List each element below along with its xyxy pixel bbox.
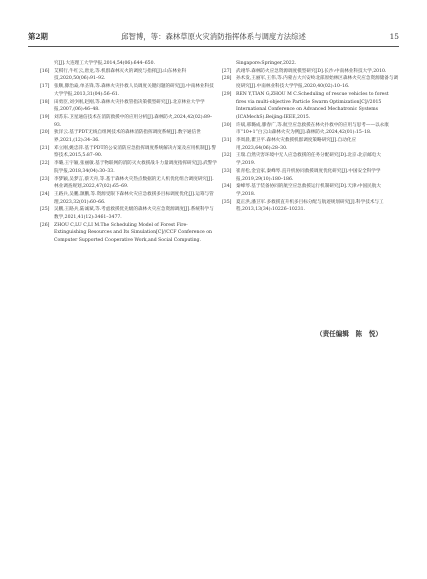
reference-number: [32] xyxy=(222,153,232,159)
reference-item xyxy=(222,122,400,137)
reference-item xyxy=(40,83,218,98)
reference-number: [30] xyxy=(222,122,232,128)
reference-text: 武翊华.森林防火应急资源调度模型研究[D].长沙:中南林业科技大学,2010. xyxy=(236,68,387,74)
reference-text: 秦峰琴.基于装备协同的航空应急救援运行机制研究[D].天津:中国民航大学,2018. xyxy=(236,184,381,197)
reference-text: 邓立刚,姚忠萍.基于PDT的公安消防应急指挥调度系统解决方案及应用机制[J].警察技术,2015,5:87–90. xyxy=(54,145,217,159)
issue-number: 第2期 xyxy=(28,32,48,41)
page-header xyxy=(28,30,399,44)
reference-number: [26] xyxy=(40,222,50,228)
reference-text: 孙术发,王丽军,王伟,等.内蒙古大兴安岭北部原始林区森林火灾应急资源储备与调度研究[J].中南林业科技大学学报,2020,40(02):10–16. xyxy=(236,76,399,90)
reference-item xyxy=(40,68,218,83)
reference-number: [24] xyxy=(40,191,50,197)
reference-number: [23] xyxy=(40,176,50,182)
reference-item xyxy=(40,60,218,68)
reference-number: [25] xyxy=(40,207,50,213)
reference-number: [34] xyxy=(222,184,232,190)
reference-text: 王瑞.自然灾害环境中无人应急救援的任务分配研究[D].北京:北京邮电大学,2019. xyxy=(236,153,381,167)
reference-item xyxy=(222,137,400,152)
reference-text: 张顺,滕治焱,单圣锋,等.森林火灾扑救人员调度关键问题的研究[J].中南林业科技大学学报,2013,31(04):56–61. xyxy=(54,84,214,97)
reference-text: 王路兵,吴鹏,颉鹏,等.资源受限下森林火灾应急救援多目标调度优化[J].运筹与管理,2023,32(01):60–66. xyxy=(54,191,214,205)
reference-text: 狄洋云.基于PDT无线自组网技术的森林消防指挥调度系统[J].数字通信世界,2021,(12):34–36. xyxy=(54,130,201,144)
reference-text: 究[J].大连理工大学学报,2014,54(06):644–650. xyxy=(54,61,155,66)
reference-text: Singapore:Springer,2022. xyxy=(236,61,297,66)
reference-item xyxy=(40,176,218,191)
reference-number: [29] xyxy=(222,91,232,97)
reference-text: 田勇臣,刘少刚,赵刚,等.森林火灾扑救管指决策模型研究[J].北京林业大学学报,2007,(06):46–48. xyxy=(54,99,205,113)
references-right-column xyxy=(222,60,400,214)
reference-number: [21] xyxy=(40,145,50,151)
reference-item xyxy=(222,152,400,167)
reference-number: [27] xyxy=(222,68,232,74)
reference-item xyxy=(40,160,218,175)
reference-item xyxy=(222,68,400,76)
reference-text: 李梦颖,吴梦言,蔡天舟,等.基于森林火灾热点数据的无人机优化组合调度研究[J].林业调查规划,2022,47(02):65–69. xyxy=(54,176,214,190)
reference-text: 李璐,王宇颖,张丽敏.基于物联网的消防灭火救援战斗力量调度指挥研究[J].武警学院学报,2018,34(04):30–33. xyxy=(54,161,217,174)
reference-item xyxy=(40,222,218,245)
reference-number: [35] xyxy=(222,199,232,205)
reference-number: [19] xyxy=(40,114,50,120)
reference-item xyxy=(222,199,400,214)
reference-item xyxy=(40,99,218,114)
reference-number: [33] xyxy=(222,168,232,174)
reference-number: [31] xyxy=(222,138,232,144)
reference-number: [17] xyxy=(40,84,50,90)
page-number: 15 xyxy=(389,32,399,41)
reference-item xyxy=(222,75,400,90)
reference-item xyxy=(222,168,400,183)
reference-item xyxy=(40,191,218,206)
reference-text: REN Y,TIAN G,ZHOU M C.Scheduling of rescue vehicles to forest fires via multi-objective Particle Swarm Optimization[C]//2015 International Conference on Advanced Mechatronic Systems (ICAMechS).Beijing:IEEE,2015. xyxy=(236,91,389,120)
reference-number: [22] xyxy=(40,161,50,167)
reference-item xyxy=(40,114,218,129)
reference-number: [16] xyxy=(40,68,50,74)
reference-text: ZHOU C,LU C,LI M.The Scheduling Model of Forest Fire-Extinguishing Resources and Its Simulation[C]//CCF Conference on Computer Supported Cooperative Work,and Social Computing. xyxy=(54,222,212,244)
reference-item xyxy=(40,145,218,160)
reference-number: [28] xyxy=(222,76,232,82)
reference-text: 艾棋行,牛红云,唐龙,等.机群森林灭火的调度与指挥[J].山东林业科技,2020,50(06):91–92. xyxy=(54,68,187,82)
reference-text: 夏正洪,潘卫军.多救援直升机多目标分配与航迹规划研究[J].科学技术与工程,2013,13(34):10226–10231. xyxy=(236,199,384,213)
reference-text: 李周晨,瞿卫平.森林火灾救援机群调度策略研究[J].自动化应用,2023,64(06):28–30. xyxy=(236,138,357,151)
reference-text: 吴鹏,王路兵,陆诚斌,等.考虑救援优先级的森林火灾应急资源调度[J].系统科学与数学,2021,41(12):3461–3477. xyxy=(54,207,214,221)
responsible-editor: （责任编辑 陈 悦） xyxy=(316,330,382,338)
references-left-column xyxy=(40,60,218,245)
reference-item xyxy=(222,183,400,198)
reference-text: 许斌,邢璐成,滕春广,等.航空应急救援在林火扑救中的应用与思考——以永康市“10+1”白云山森林火灾为例[J].森林防火,2024,42(01):15–18. xyxy=(236,122,389,136)
reference-item xyxy=(222,91,400,122)
running-title: 邱智博，等：森林草原火灾消防指挥体系与调度方法综述 xyxy=(121,32,306,41)
reference-text: 刘苏东.卫星通信技术在消防救援中的应用分析[J].森林防火,2024,42(02):89–93. xyxy=(54,114,213,128)
header-rule xyxy=(28,46,399,47)
reference-item xyxy=(40,206,218,221)
reference-number: [18] xyxy=(40,99,50,105)
reference-text: 崔青松,金宜家,秦峰琴.直升机协同救援调度优化研究[J].中国安全科学学报,2019,29(10):180–186. xyxy=(236,168,381,182)
reference-number: [20] xyxy=(40,130,50,136)
reference-item xyxy=(40,129,218,144)
reference-item xyxy=(222,60,400,68)
